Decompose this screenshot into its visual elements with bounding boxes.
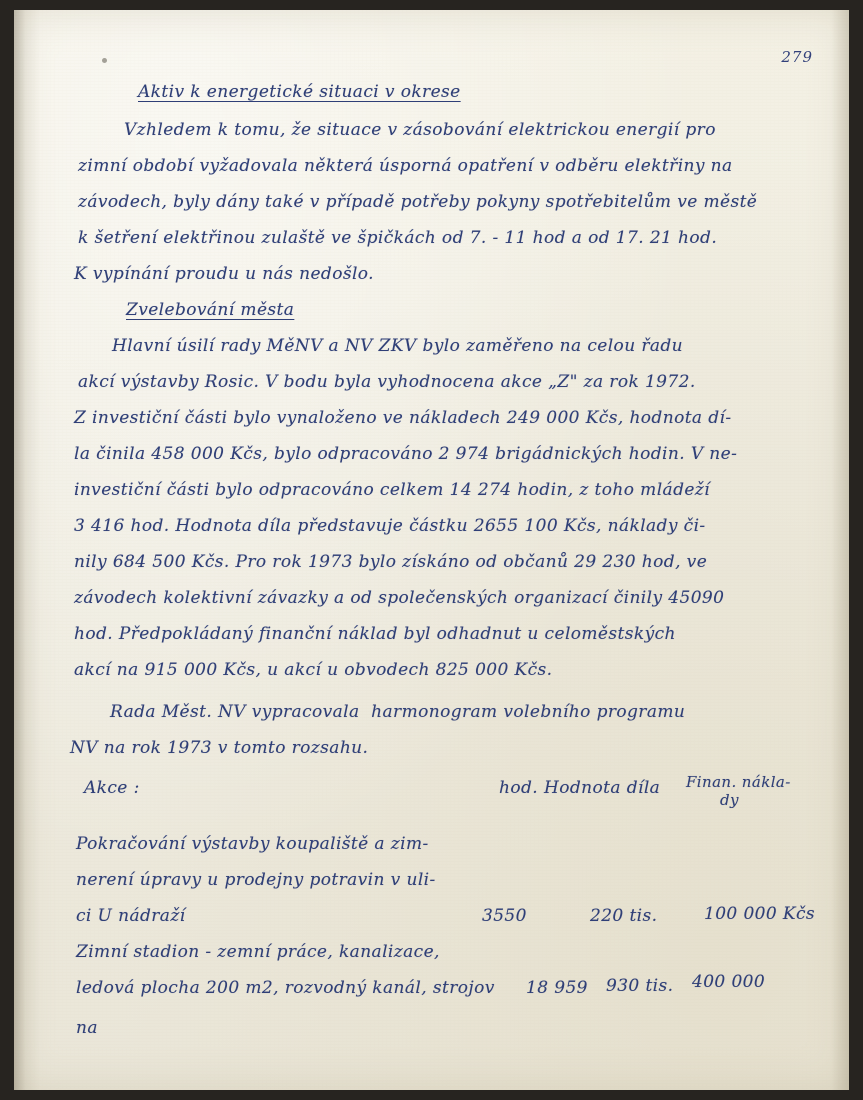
table-cell-value: 930 tis. [606, 976, 674, 996]
table-header-value: Hodnota díla [544, 778, 661, 798]
table-row: nerení úpravy u prodejny potravin v uli- [76, 870, 436, 890]
table-row: ledová plocha 200 m2, rozvodný kanál, strojov [76, 978, 495, 998]
paper-sheet [14, 10, 849, 1090]
table-header-hours: hod. [499, 778, 539, 798]
table-cell-hours: 18 959 [526, 978, 588, 998]
body-line: závodech kolektivní závazky a od společenských organizací činily 45090 [74, 588, 725, 608]
table-cell-hours: 3550 [482, 906, 527, 926]
section-heading-zvelebovani: Zvelebování města [126, 300, 295, 320]
body-line: akcí na 915 000 Kčs, u akcí u obvodech 825 000 Kčs. [74, 660, 553, 680]
table-row: Pokračování výstavby koupaliště a zim- [76, 834, 429, 854]
body-line: investiční části bylo odpracováno celkem 14 274 hodin, z toho mládeží [74, 480, 711, 500]
table-header-cost-line2: dy [720, 791, 739, 809]
body-line: hod. Předpokládaný finanční náklad byl odhadnut u celoměstských [74, 624, 676, 644]
body-line: závodech, byly dány také v případě potřeby pokyny spotřebitelům ve městě [78, 192, 758, 212]
section-heading-energy: Aktiv k energetické situaci v okrese [138, 82, 461, 102]
body-line: K vypínání proudu u nás nedošlo. [74, 264, 374, 284]
table-cell-cost: 400 000 [692, 972, 766, 992]
table-cell-value: 220 tis. [590, 906, 658, 926]
table-row: na [76, 1018, 98, 1038]
body-line: k šetření elektřinou zulaště ve špičkách od 7. - 11 hod a od 17. 21 hod. [78, 228, 718, 248]
body-line: NV na rok 1973 v tomto rozsahu. [70, 738, 369, 758]
body-line: zimní období vyžadovala některá úsporná opatření v odběru elektřiny na [78, 156, 733, 176]
ink-blot [102, 58, 107, 63]
table-header-cost-line1: Finan. nákla- [686, 773, 791, 791]
body-line: nily 684 500 Kčs. Pro rok 1973 bylo získáno od občanů 29 230 hod, ve [74, 552, 708, 572]
body-line: Vzhledem k tomu, že situace v zásobování elektrickou energií pro [124, 120, 716, 140]
table-cell-cost: 100 000 Kčs [704, 904, 816, 924]
body-line: akcí výstavby Rosic. V bodu byla vyhodnocena akce „Z" za rok 1972. [78, 372, 696, 392]
body-line: Rada Měst. NV vypracovala harmonogram volebního programu [110, 702, 686, 722]
table-row: Zimní stadion - zemní práce, kanalizace, [76, 942, 440, 962]
body-line: 3 416 hod. Hodnota díla představuje částku 2655 100 Kčs, náklady či- [74, 516, 706, 536]
body-line: la činila 458 000 Kčs, bylo odpracováno 2 974 brigádnických hodin. V ne- [74, 444, 738, 464]
table-label: Akce : [84, 778, 140, 798]
body-line: Hlavní úsilí rady MěNV a NV ZKV bylo zaměřeno na celou řadu [112, 336, 684, 356]
binding-shadow [14, 10, 40, 1090]
page-number: 279 [781, 48, 813, 66]
page-edge-shadow [831, 10, 849, 1090]
table-row: ci U nádraží [76, 906, 186, 926]
body-line: Z investiční části bylo vynaloženo ve nákladech 249 000 Kčs, hodnota dí- [74, 408, 732, 428]
